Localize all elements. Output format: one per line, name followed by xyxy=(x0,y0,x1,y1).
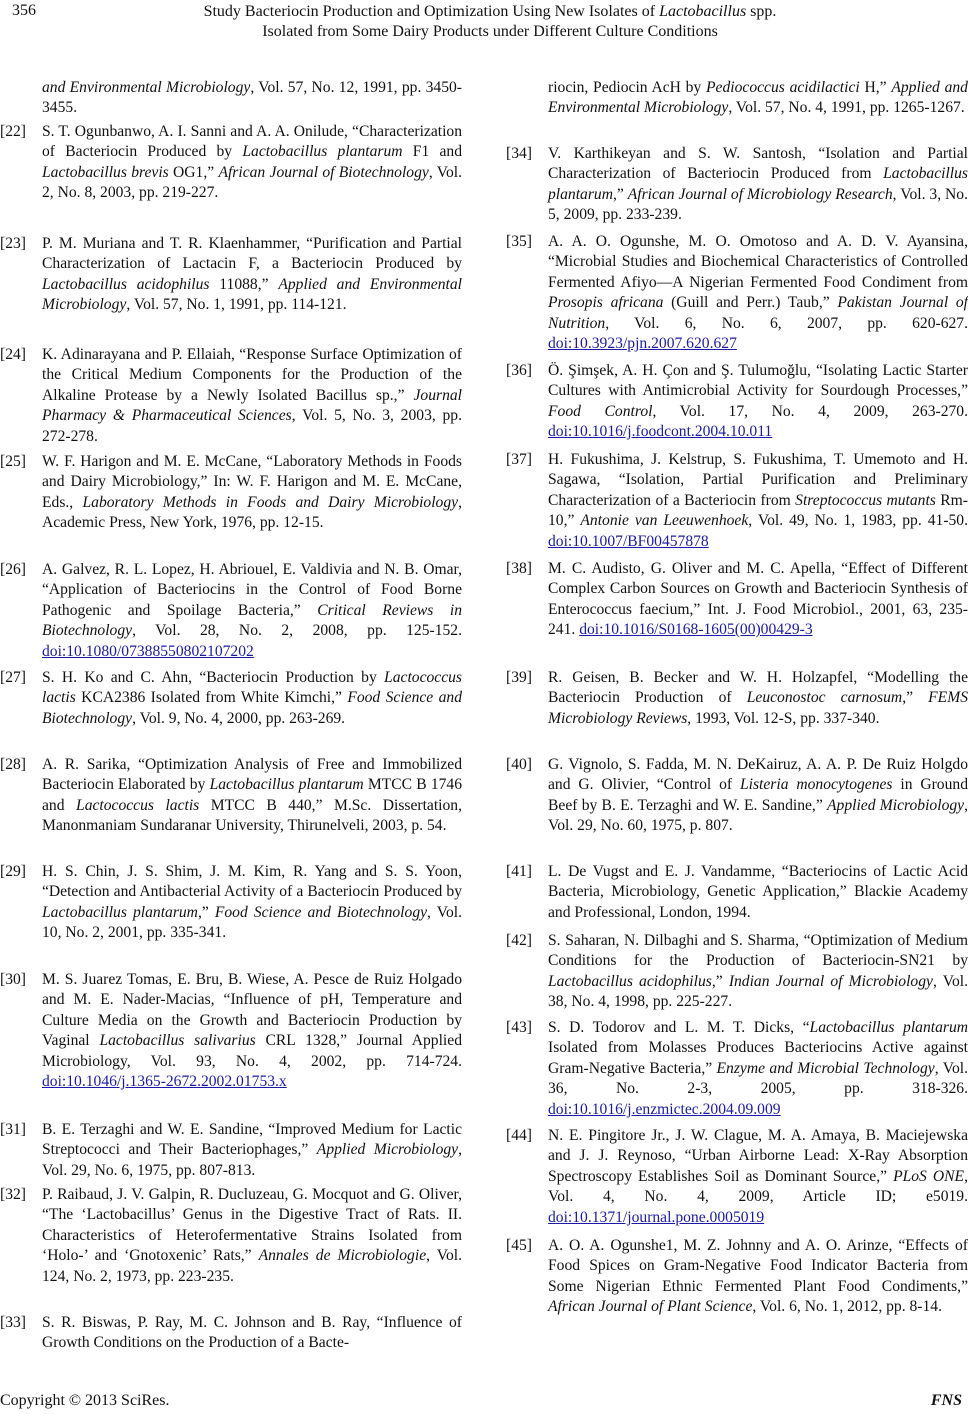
italic-text: Indian Journal of Microbiology xyxy=(728,972,933,990)
reference-text-segment: B. E. Terzaghi and W. E. Sandine, “Improved Medium for Lactic Streptococci and Their Bacteriophages,” xyxy=(42,1121,462,1159)
reference-text-segment: ,” xyxy=(612,185,628,203)
reference-text xyxy=(548,1018,968,1120)
reference-item xyxy=(506,559,968,641)
reference-text-segment: G. Vignolo, S. Fadda, M. N. DeKairuz, A. A. P. De Ruiz Holgdo and G. Olivier, “Control of xyxy=(548,756,968,794)
reference-item xyxy=(506,1126,968,1228)
reference-text-segment: Rm-10,” xyxy=(548,491,968,530)
reference-text-segment: H,” xyxy=(859,79,892,96)
reference-item xyxy=(0,560,462,662)
reference-item xyxy=(0,78,462,119)
reference-number: [22] xyxy=(0,123,26,140)
italic-text: PLoS ONE xyxy=(893,1167,965,1185)
reference-text-segment: , Vol. 57, No. 1, 1991, pp. 114-121. xyxy=(126,296,347,314)
italic-text: and Environmental Microbiology xyxy=(42,79,251,96)
reference-item xyxy=(506,232,968,354)
italic-text: Enzyme and Microbial Technology xyxy=(716,1059,935,1077)
reference-text-segment: A. Galvez, R. L. Lopez, H. Abriouel, E. Valdivia and N. B. Omar, “Application of Bacteriocins in the Control of Food Borne Pathogenic and Spoilage Bacteria,” xyxy=(42,561,462,619)
reference-item xyxy=(506,1018,968,1120)
reference-text xyxy=(548,931,968,1013)
italic-text: Lactobacillus acidophilus xyxy=(42,275,210,293)
reference-text-segment: M. C. Audisto, G. Oliver and M. C. Apella, “Effect of Different Complex Carbon Sources on Growth and Bacteriocin Synthesis of Enterococcus faecium,” Int. J. Food Microbiol., 2001, 63, 235-241. xyxy=(548,560,968,639)
reference-text xyxy=(42,345,462,447)
reference-text-segment: riocin, Pediocin AcH by xyxy=(548,79,707,96)
reference-item xyxy=(506,144,968,226)
reference-text-segment: (Guill and Perr.) Taub,” xyxy=(663,294,838,312)
doi-link[interactable]: doi:10.1371/journal.pone.0005019 xyxy=(548,1208,765,1226)
reference-text xyxy=(42,970,462,1092)
reference-text xyxy=(548,144,968,226)
reference-text xyxy=(548,862,968,923)
reference-number: [38] xyxy=(506,560,532,577)
italic-text: Leuconostoc carnosum xyxy=(746,689,903,707)
reference-item xyxy=(0,234,462,316)
reference-text-segment: MTCC B 1746 and xyxy=(42,776,463,814)
reference-number: [40] xyxy=(506,756,532,773)
reference-text xyxy=(42,78,462,119)
reference-item xyxy=(0,345,462,447)
reference-number: [39] xyxy=(506,669,532,686)
running-title-line-2: Isolated from Some Dairy Products under Different Culture Conditions xyxy=(262,23,718,40)
italic-text: Streptococcus mutants xyxy=(795,491,936,509)
reference-text-segment: M. S. Juarez Tomas, E. Bru, B. Wiese, A. Pesce de Ruiz Holgado and M. E. Nader-Macias, “Influence of pH, Temperature and Culture Media on the Growth and Bacteriocin Production by Vaginal xyxy=(42,971,462,1050)
doi-link[interactable]: doi:10.1016/S0168-1605(00)00429-3 xyxy=(579,621,813,639)
reference-text-segment: , Vol. 3, No. 5, 2009, pp. 233-239. xyxy=(548,185,968,224)
reference-text-segment: Ö. Şimşek, A. H. Çon and Ş. Tulumoğlu, “Isolating Lactic Starter Cultures with Antimicrobial Activity for Sourdough Processes,” xyxy=(548,362,968,400)
reference-number: [32] xyxy=(0,1186,26,1203)
reference-item xyxy=(0,970,462,1092)
doi-link[interactable]: doi:10.1016/j.foodcont.2004.10.011 xyxy=(548,423,773,441)
reference-text xyxy=(42,755,462,837)
reference-text-segment: , Vol. 49, No. 1, 1983, pp. 41-50. xyxy=(748,512,968,530)
reference-text xyxy=(42,1120,462,1181)
italic-text: Laboratory Methods in Foods and Dairy Microbiology xyxy=(82,493,459,511)
reference-text xyxy=(42,560,462,662)
reference-item xyxy=(506,931,968,1013)
doi-link[interactable]: doi:10.1046/j.1365-2672.2002.01753.x xyxy=(42,1073,287,1091)
italic-text: Food Control xyxy=(548,402,653,420)
italic-text: Pediococcus acidilactici xyxy=(706,79,860,96)
italic-text: African Journal of Biotechnology xyxy=(218,163,429,181)
reference-text xyxy=(42,668,462,729)
italic-text: Lactobacillus plantarum xyxy=(548,165,968,203)
reference-number: [30] xyxy=(0,971,26,988)
doi-link[interactable]: doi:10.3923/pjn.2007.620.627 xyxy=(548,335,737,353)
reference-text-segment: P. M. Muriana and T. R. Klaenhammer, “Purification and Partial Characterization of Lactacin F, a Bacteriocin Produced by xyxy=(42,235,462,273)
reference-text-segment: 11088,” xyxy=(209,275,279,293)
reference-item xyxy=(506,78,968,119)
reference-item xyxy=(506,1236,968,1318)
reference-text xyxy=(548,1126,968,1228)
doi-link[interactable]: doi:10.1007/BF00457878 xyxy=(548,532,709,550)
reference-text-segment: , Vol. 57, No. 12, 1991, pp. 3450-3455. xyxy=(42,79,462,117)
reference-text-segment: , Vol. 29, No. 60, 1975, p. 807. xyxy=(548,796,968,835)
reference-text-segment: , Vol. 5, No. 3, 2003, pp. 272-278. xyxy=(42,407,462,445)
reference-item xyxy=(506,668,968,729)
reference-text-segment: V. Karthikeyan and S. W. Santosh, “Isolation and Partial Characterization of Bacteriocin Produced from xyxy=(548,145,968,183)
italic-text: Food Science and Biotechnology xyxy=(214,903,428,921)
reference-text xyxy=(548,559,968,641)
reference-text-segment: N. E. Pingitore Jr., J. W. Clague, M. A. Amaya, B. Maciejewska and J. J. Reynoso, “Urban Airborne Lead: X-Ray Absorption Spectroscopy Establishes Soil as Dominant Source,” xyxy=(548,1127,968,1185)
italic-text: Applied and Environmental Microbiology xyxy=(548,79,968,117)
reference-text-segment: , Vol. 29, No. 6, 1975, pp. 807-813. xyxy=(42,1141,462,1179)
reference-text-segment: ,” xyxy=(197,903,215,921)
reference-text xyxy=(548,361,968,443)
italic-text: Lactobacillus acidophilus xyxy=(548,972,712,990)
italic-text: Critical Reviews in Biotechnology xyxy=(42,601,462,640)
reference-text xyxy=(548,232,968,354)
reference-number: [37] xyxy=(506,451,532,468)
reference-text xyxy=(42,452,462,534)
italic-text: African Journal of Plant Science xyxy=(548,1298,753,1316)
reference-text-segment: , Vol. 124, No. 2, 1973, pp. 223-235. xyxy=(42,1247,462,1285)
reference-text-segment: , 1993, Vol. 12-S, pp. 337-340. xyxy=(687,709,880,727)
reference-item xyxy=(0,668,462,729)
reference-text-segment: P. Raibaud, J. V. Galpin, R. Ducluzeau, G. Mocquot and G. Oliver, “The ‘Lactobacillus’ Genus in the Digestive Tract of Rats. II. Characteristics of Heterofermentative Strains Isolated from ‘Holo-’ and ‘Gnotoxenic’ Rats,” xyxy=(42,1186,462,1265)
italic-text: Lactobacillus plantarum xyxy=(809,1019,968,1036)
reference-number: [43] xyxy=(506,1019,532,1036)
reference-number: [24] xyxy=(0,346,26,363)
reference-text-segment: ,” xyxy=(902,689,929,707)
italic-text: Applied and Environmental Microbiology xyxy=(42,275,462,314)
italic-text: Lactococcus lactis xyxy=(76,796,200,814)
italic-text: Annales de Microbiologie xyxy=(258,1247,427,1265)
reference-text-segment: in Ground Beef by B. E. Terzaghi and W. E. Sandine,” xyxy=(548,776,968,814)
reference-text-segment: A. R. Sarika, “Optimization Analysis of Free and Immobilized Bacteriocin Elaborated by xyxy=(42,756,462,794)
reference-text xyxy=(42,1185,462,1287)
reference-item xyxy=(0,862,462,944)
reference-text-segment: R. Geisen, B. Becker and W. H. Holzapfel, “Modelling the Bacteriocin Production of xyxy=(548,669,968,707)
reference-text xyxy=(548,668,968,729)
italic-text: Lactobacillus plantarum xyxy=(42,903,198,921)
reference-number: [44] xyxy=(506,1127,532,1144)
reference-text-segment: F1 and xyxy=(402,143,463,161)
reference-text-segment: , Vol. 6, No. 1, 2012, pp. 8-14. xyxy=(752,1298,942,1316)
reference-text-segment: ,” xyxy=(711,972,729,990)
reference-item xyxy=(0,1185,462,1287)
doi-link[interactable]: doi:10.1016/j.enzmictec.2004.09.009 xyxy=(548,1100,781,1118)
reference-text-segment: CRL 1328,” Journal Applied Microbiology, Vol. 93, No. 4, 2002, pp. 714-724. xyxy=(42,1032,462,1070)
reference-text xyxy=(42,122,462,204)
reference-number: [28] xyxy=(0,756,26,773)
reference-text-segment: S. H. Ko and C. Ahn, “Bacteriocin Production by xyxy=(42,669,385,686)
reference-text-segment: , Vol. 38, No. 4, 1998, pp. 225-227. xyxy=(548,972,968,1011)
italic-text: FEMS Microbiology Reviews xyxy=(548,689,968,727)
journal-abbreviation: FNS xyxy=(930,1392,962,1409)
reference-item xyxy=(0,1120,462,1181)
reference-item xyxy=(506,755,968,837)
italic-text: Antonie van Leeuwenhoek xyxy=(580,512,749,530)
reference-item xyxy=(506,450,968,552)
reference-text xyxy=(548,1236,968,1318)
reference-text-segment: , Vol. 6, No. 6, 2007, pp. 620-627. xyxy=(605,314,968,332)
italic-text: Applied Microbiology xyxy=(316,1141,459,1159)
reference-text-segment: KCA2386 Isolated from White Kimchi,” xyxy=(75,689,348,707)
italic-text: Lactobacillus brevis xyxy=(42,163,169,181)
italic-text: Listeria monocytogenes xyxy=(739,776,893,794)
reference-text-segment: A. A. O. Ogunshe, M. O. Omotoso and A. D. V. Ayansina, “Microbial Studies and Biochemical Characteristics of Controlled Fermented Afiyo—A Nigerian Fermented Food Condiment from xyxy=(548,233,968,291)
reference-number: [45] xyxy=(506,1237,532,1254)
reference-text-segment: , Vol. 9, No. 4, 2000, pp. 263-269. xyxy=(132,709,346,727)
reference-item xyxy=(506,361,968,443)
reference-item xyxy=(0,122,462,204)
reference-number: [26] xyxy=(0,561,26,578)
reference-text-segment: , Academic Press, New York, 1976, pp. 12-15. xyxy=(42,493,462,532)
reference-item xyxy=(0,755,462,837)
reference-number: [34] xyxy=(506,145,532,162)
reference-number: [29] xyxy=(0,863,26,880)
reference-number: [25] xyxy=(0,453,26,470)
copyright-notice: Copyright © 2013 SciRes. xyxy=(0,1392,170,1409)
running-title-line-1: Study Bacteriocin Production and Optimization Using New Isolates of Lactobacillus spp. xyxy=(203,3,777,20)
reference-text-segment: K. Adinarayana and P. Ellaiah, “Response Surface Optimization of the Critical Medium Components for the Production of the Alkaline Protease by a Newly Isolated Bacillus sp.,” xyxy=(42,346,462,404)
reference-item xyxy=(0,452,462,534)
italic-text: Food Science and Biotechnology xyxy=(42,689,462,727)
italic-text: Lactobacillus plantarum xyxy=(242,143,403,161)
reference-text-segment: A. O. A. Ogunshe1, M. Z. Johnny and A. O. Arinze, “Effects of Food Spices on Gram-Negative Food Indicator Bacteria from Some Nigerian Ethnic Fermented Plant Food Condiments,” xyxy=(548,1237,968,1295)
reference-number: [41] xyxy=(506,863,532,880)
reference-text-segment: , Vol. 4, No. 4, 2009, Article ID; e5019. xyxy=(548,1167,968,1206)
reference-text xyxy=(42,1313,462,1354)
page-number: 356 xyxy=(12,2,36,19)
reference-text-segment: , Vol. 36, No. 2-3, 2005, pp. 318-326. xyxy=(548,1059,968,1098)
reference-text-segment: Isolated from Molasses Produces Bacteriocins Active against Gram-Negative Bacteria,” xyxy=(548,1039,968,1077)
italic-text: Pakistan Journal of Nutrition xyxy=(548,294,968,332)
italic-text: African Journal of Microbiology Research xyxy=(627,185,893,203)
reference-text-segment: S. R. Biswas, P. Ray, M. C. Johnson and B. Ray, “Influence of Growth Conditions on the Production of a Bacte- xyxy=(42,1314,462,1352)
reference-text-segment: OG1,” xyxy=(168,163,219,181)
reference-text-segment: , Vol. 10, No. 2, 2001, pp. 335-341. xyxy=(42,903,463,942)
italic-text: Applied Microbiology xyxy=(827,796,965,814)
italic-text: Journal Pharmacy & Pharmaceutical Sciences xyxy=(42,386,462,425)
italic-text: Lactobacillus plantarum xyxy=(209,776,364,794)
italic-text: Lactobacillus salivarius xyxy=(99,1032,256,1050)
reference-text-segment: MTCC B 440,” M.Sc. Dissertation, Manonmaniam Sundaranar University, Thirunelveli, 2003, p. 54. xyxy=(42,796,462,835)
reference-text xyxy=(42,862,462,944)
reference-text xyxy=(42,234,462,316)
reference-text-segment: L. De Vugst and E. J. Vandamme, “Bacteriocins of Lactic Acid Bacteria, Microbiology, Genetic Application,” Blackie Academy and Professional, London, 1994. xyxy=(548,863,968,921)
reference-text-segment: S. Saharan, N. Dilbaghi and S. Sharma, “Optimization of Medium Conditions for the Production of Bacteriocin-SN21 by xyxy=(548,932,968,970)
reference-item xyxy=(0,1313,462,1354)
reference-number: [35] xyxy=(506,233,532,250)
running-title xyxy=(80,2,900,42)
reference-number: [27] xyxy=(0,669,26,686)
reference-text xyxy=(548,755,968,837)
reference-number: [33] xyxy=(0,1314,26,1331)
reference-text-segment: H. S. Chin, J. S. Shim, J. M. Kim, R. Yang and S. S. Yoon, “Detection and Antibacterial Activity of a Bacteriocin Produced by xyxy=(42,863,462,901)
italic-text: Prosopis africana xyxy=(548,294,664,312)
reference-text-segment: , Vol. 57, No. 4, 1991, pp. 1265-1267. xyxy=(728,99,965,117)
reference-text-segment: , Vol. 2, No. 8, 2003, pp. 219-227. xyxy=(42,163,462,202)
italic-text: Lactococcus lactis xyxy=(42,669,462,707)
reference-number: [42] xyxy=(506,932,532,949)
reference-item xyxy=(506,862,968,923)
reference-number: [31] xyxy=(0,1121,26,1138)
reference-text-segment: S. T. Ogunbanwo, A. I. Sanni and A. A. Onilude, “Characterization of Bacteriocin Produced by xyxy=(42,123,462,161)
doi-link[interactable]: doi:10.1080/07388550802107202 xyxy=(42,642,254,660)
reference-text xyxy=(548,78,968,119)
reference-text-segment: , Vol. 17, No. 4, 2009, 263-270. xyxy=(652,402,968,420)
running-header xyxy=(0,0,968,40)
reference-text-segment: W. F. Harigon and M. E. McCane, “Laboratory Methods in Foods and Dairy Microbiology,” In: W. F. Harigon and M. E. McCane, Eds., xyxy=(42,453,462,511)
reference-number: [36] xyxy=(506,362,532,379)
reference-number: [23] xyxy=(0,235,26,252)
reference-text-segment: , Vol. 28, No. 2, 2008, pp. 125-152. xyxy=(132,622,462,640)
reference-text-segment: H. Fukushima, J. Kelstrup, S. Fukushima, T. Umemoto and H. Sagawa, “Isolation, Partial Purification and Preliminary Characterization of a Bacteriocin from xyxy=(548,451,968,509)
reference-text xyxy=(548,450,968,552)
reference-text-segment: S. D. Todorov and L. M. T. Dicks, “ xyxy=(548,1019,810,1036)
